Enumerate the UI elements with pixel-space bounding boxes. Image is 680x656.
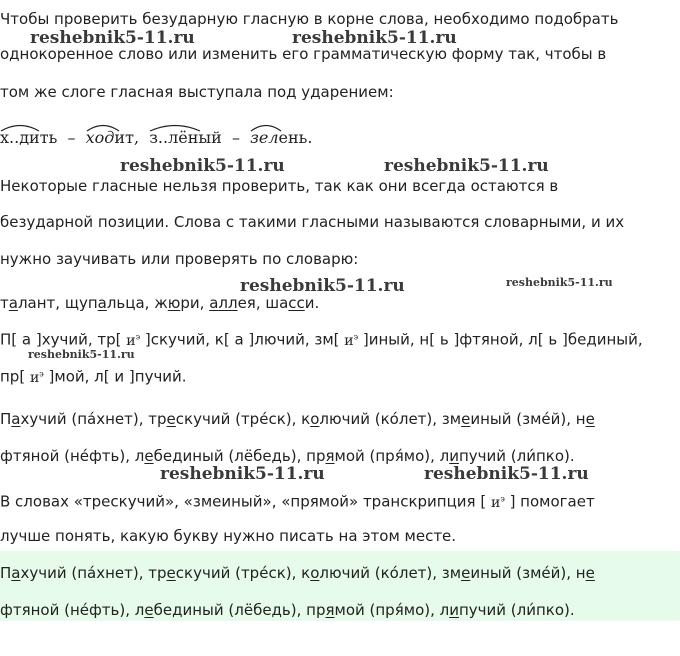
- answer-text: пко).: [535, 601, 575, 619]
- root-arc-icon: [86, 122, 120, 132]
- answer-text: лючий (к: [319, 564, 390, 582]
- example-word-2-root: ход: [85, 128, 115, 147]
- answer-text: о́: [389, 410, 399, 428]
- watermark: reshebnik5-11.ru: [384, 156, 549, 176]
- example-word-3: з..лёный: [149, 128, 222, 147]
- vocab-underlined: а: [209, 294, 219, 312]
- paragraph3-text: В словах «трескучий», «змеиный», «прямой» транскрипция [: [0, 492, 491, 511]
- answer-text: хучий (п: [20, 410, 88, 428]
- answer-underlined-letter: е: [585, 410, 595, 428]
- answer-text: мой (пр: [334, 447, 395, 465]
- answer-underlined-letter: и: [449, 601, 459, 619]
- answer-underlined-letter: е: [166, 564, 176, 582]
- watermark: reshebnik5-11.ru: [160, 464, 325, 484]
- watermark: reshebnik5-11.ru: [292, 28, 457, 48]
- answer-text: о́: [389, 564, 399, 582]
- answer-underlined-letter: е: [144, 447, 154, 465]
- answer-text: á: [87, 410, 97, 428]
- root-arc-word-2: [86, 128, 115, 148]
- answer-text: е́: [79, 601, 89, 619]
- vocab-text: лант, щуп: [17, 294, 98, 312]
- answer-text: П: [0, 410, 12, 428]
- answer-text: бедь), пр: [253, 601, 326, 619]
- answer-text: пко).: [535, 447, 575, 465]
- answer-text: П: [0, 564, 12, 582]
- example-dash-1: –: [67, 128, 76, 147]
- watermark: reshebnik5-11.ru: [120, 156, 285, 176]
- vocab-underlined: а: [97, 294, 107, 312]
- vocab-text: ея, ша: [237, 294, 289, 312]
- answer-text: бедь), пр: [253, 447, 326, 465]
- vocab-text: и.: [304, 294, 320, 312]
- answer-underlined-letter: е: [585, 564, 595, 582]
- answer-underlined-letter: о: [310, 410, 320, 428]
- answer-text: и́: [526, 601, 536, 619]
- root-arc-word-3: [149, 128, 222, 148]
- answer-text: ё: [243, 601, 254, 619]
- ipa-symbol: $и^э$: [490, 494, 505, 511]
- watermark: reshebnik5-11.ru: [506, 276, 613, 289]
- answer-underlined-letter: и: [449, 447, 459, 465]
- answer-text: ё: [243, 447, 254, 465]
- vocab-text: т: [0, 294, 9, 312]
- answer-text: хнет), тр: [96, 564, 167, 582]
- task-text: ]мой, л[ и ]пучий.: [43, 367, 187, 386]
- answer-text: пучий (л: [458, 447, 527, 465]
- watermark: reshebnik5-11.ru: [28, 348, 135, 361]
- answer-text: я́: [394, 447, 404, 465]
- answer-text: фть), л: [88, 447, 145, 465]
- answer-text: мо), л: [403, 601, 450, 619]
- answer-text: бединый (л: [153, 447, 244, 465]
- paragraph3-line1: [0, 489, 595, 513]
- task-text: ]иный, н[ ь ]фтяной, л[ ь ]бединый,: [358, 330, 643, 349]
- vocab-underlined: сс: [288, 294, 305, 312]
- answer-text: е́: [79, 447, 89, 465]
- watermark: reshebnik5-11.ru: [240, 276, 405, 296]
- root-arc-icon: [0, 122, 40, 132]
- root-arc-icon: [250, 122, 282, 132]
- example-line: [0, 128, 312, 148]
- example-dash-2: –: [231, 128, 240, 147]
- example-word-4-root: зел: [250, 128, 279, 147]
- answer-underlined-letter: е: [166, 410, 176, 428]
- answer-text: хнет), тр: [96, 410, 167, 428]
- paragraph2-line3: нужно заучивать или проверять по словарю:: [0, 250, 359, 268]
- task-text: П[ а ]хучий, тр[: [0, 330, 127, 349]
- task-text: ]скучий, к[ а ]лючий, зм[: [140, 330, 345, 349]
- answer-text: е́: [259, 564, 269, 582]
- watermark: reshebnik5-11.ru: [424, 464, 589, 484]
- answer1-line2: [0, 446, 575, 466]
- answer-text: е́: [541, 410, 551, 428]
- answer-underlined-letter: е: [461, 410, 471, 428]
- answer-underlined-letter: я: [325, 447, 335, 465]
- answer1-line1: [0, 409, 595, 429]
- example-word-1: х..дить: [0, 128, 58, 147]
- answer-underlined-letter: а: [11, 564, 21, 582]
- paragraph1-line2: однокоренное слово или изменить его грамматическую форму так, чтобы в: [0, 45, 607, 63]
- answer-underlined-letter: а: [11, 410, 21, 428]
- answer-text: лет), зм: [398, 564, 462, 582]
- ipa-symbol: $и^э$: [29, 369, 44, 386]
- answer-underlined-letter: о: [310, 564, 320, 582]
- paragraph2-line2: безударной позиции. Слова с такими гласными называются словарными, и их: [0, 213, 625, 231]
- paragraph1-line1: Чтобы проверить безударную гласную в корне слова, необходимо подобрать: [0, 10, 619, 28]
- vocab-underlined: а: [8, 294, 18, 312]
- task-line-2: [0, 364, 187, 388]
- answer-text: ск), к: [268, 410, 311, 428]
- answer-underlined-letter: я: [325, 601, 335, 619]
- vocab-underlined: ю: [167, 294, 181, 312]
- paragraph2-line1: Некоторые гласные нельзя проверить, так как они всегда остаются в: [0, 177, 559, 195]
- answer-text: скучий (тр: [175, 410, 260, 428]
- answer-text: и́: [526, 447, 536, 465]
- answer-text: иный (зм: [470, 410, 542, 428]
- answer-text: пучий (л: [458, 601, 527, 619]
- answer-text: фтяной (н: [0, 447, 80, 465]
- vocab-text: ри,: [180, 294, 210, 312]
- ipa-symbol: $и^э$: [126, 332, 141, 349]
- answer-text: ск), к: [268, 564, 311, 582]
- vocabulary-words: [0, 293, 319, 313]
- vocab-underlined: лл: [218, 294, 238, 312]
- task-text: пр[: [0, 367, 30, 386]
- paragraph1-line3: том же слоге гласная выступала под ударением:: [0, 83, 394, 101]
- answer-text: мой (пр: [334, 601, 395, 619]
- answer-text: фть), л: [88, 601, 145, 619]
- watermark: reshebnik5-11.ru: [30, 28, 195, 48]
- paragraph3-text: ] помогает: [504, 492, 595, 511]
- example-word-2-ending: ит,: [114, 128, 140, 147]
- root-arc-word-4: [250, 128, 278, 148]
- answer-text: лет), зм: [398, 410, 462, 428]
- root-arc-icon: [149, 122, 201, 132]
- answer-underlined-letter: е: [461, 564, 471, 582]
- answer-text: á: [87, 564, 97, 582]
- answer-text: скучий (тр: [175, 564, 260, 582]
- ipa-symbol: $и^э$: [344, 332, 359, 349]
- answer-text: мо), л: [403, 447, 450, 465]
- root-arc-word-1: [0, 128, 57, 148]
- vocab-text: льца, ж: [106, 294, 168, 312]
- answer-text: я́: [394, 601, 404, 619]
- answer-text: е́: [541, 564, 551, 582]
- answer2-line2: [0, 600, 575, 620]
- answer-text: й), н: [550, 564, 586, 582]
- answer-text: й), н: [550, 410, 586, 428]
- answer-text: е́: [259, 410, 269, 428]
- answer-text: бединый (л: [153, 601, 244, 619]
- example-word-4-ending: ень.: [278, 128, 313, 147]
- answer-text: лючий (к: [319, 410, 390, 428]
- answer-text: хучий (п: [20, 564, 88, 582]
- paragraph3-line2: лучше понять, какую букву нужно писать на этом месте.: [0, 527, 457, 545]
- answer-text: иный (зм: [470, 564, 542, 582]
- answer-text: фтяной (н: [0, 601, 80, 619]
- answer2-line1: [0, 563, 595, 583]
- answer-underlined-letter: е: [144, 601, 154, 619]
